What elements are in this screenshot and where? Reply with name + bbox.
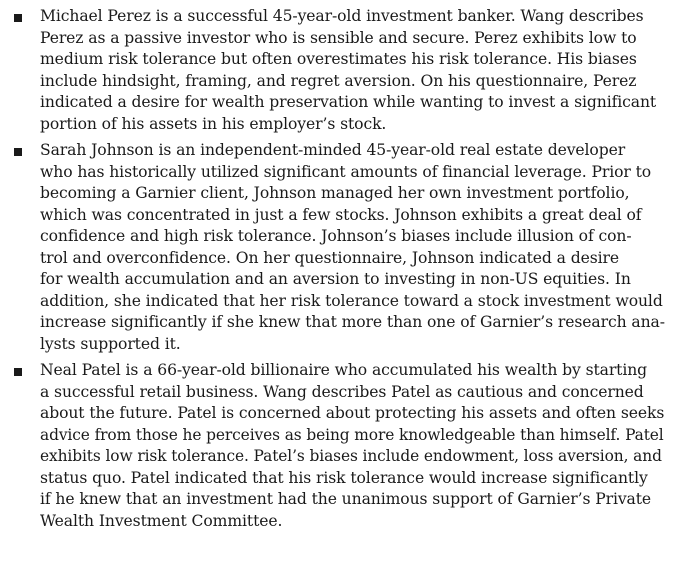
square-bullet-icon: [14, 14, 22, 22]
text-line: Wealth Investment Committee.: [40, 511, 283, 530]
text-line: a successful retail business. Wang describes Patel as cautious and concerned: [40, 382, 644, 401]
square-bullet-icon: [14, 368, 22, 376]
document-body: [0, 6, 674, 537]
text-line: medium risk tolerance but often overestimates his risk tolerance. His biases: [40, 50, 637, 68]
text-line: if he knew that an investment had the unanimous support of Garnier’s Private: [40, 490, 652, 508]
text-line: portion of his assets in his employer’s stock.: [40, 114, 387, 133]
text-line: Sarah Johnson is an independent-minded 45-year-old real estate developer: [40, 141, 626, 159]
text-line: Michael Perez is a successful 45-year-old investment banker. Wang describes: [40, 7, 644, 25]
text-line: which was concentrated in just a few stocks. Johnson exhibits a great deal of: [40, 205, 642, 224]
text-line: increase significantly if she knew that more than one of Garnier’s research ana-: [40, 313, 665, 331]
text-line: trol and overconfidence. On her questionnaire, Johnson indicated a desire: [40, 248, 620, 267]
bullet-michael-perez: [0, 6, 674, 135]
square-bullet-icon: [14, 148, 22, 156]
text-line: Neal Patel is a 66-year-old billionaire who accumulated his wealth by starting: [40, 361, 648, 379]
text-line: lysts supported it.: [40, 334, 181, 353]
text-line: exhibits low risk tolerance. Patel’s biases include endowment, loss aversion, and: [40, 447, 662, 465]
text-line: addition, she indicated that her risk tolerance toward a stock investment would: [40, 291, 663, 310]
text-line: advice from those he perceives as being more knowledgeable than himself. Patel: [40, 425, 664, 444]
text-line: status quo. Patel indicated that his risk tolerance would increase significantly: [40, 468, 648, 487]
text-line: include hindsight, framing, and regret aversion. On his questionnaire, Perez: [40, 71, 637, 90]
bullet-neal-patel: [0, 360, 674, 532]
text-line: who has historically utilized significant amounts of financial leverage. Prior to: [40, 162, 652, 181]
text-line: about the future. Patel is concerned about protecting his assets and often seeks: [40, 404, 665, 422]
text-line: confidence and high risk tolerance. Johnson’s biases include illusion of con-: [40, 227, 632, 245]
text-line: Perez as a passive investor who is sensible and secure. Perez exhibits low to: [40, 28, 637, 47]
text-line: becoming a Garnier client, Johnson managed her own investment portfolio,: [40, 184, 630, 202]
text-line: for wealth accumulation and an aversion to investing in non-US equities. In: [40, 270, 631, 288]
bullet-sarah-johnson: [0, 140, 674, 355]
text-line: indicated a desire for wealth preservation while wanting to invest a significant: [40, 93, 657, 111]
